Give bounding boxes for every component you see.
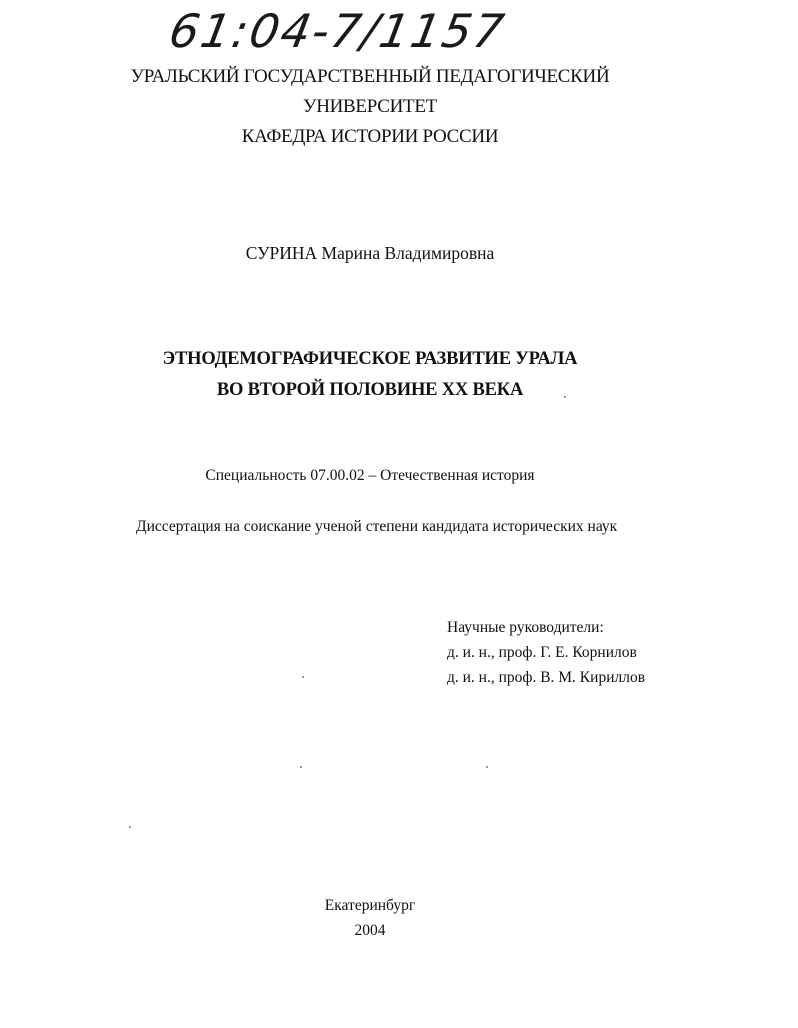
year: 2004 [354, 922, 386, 939]
institution-name: УРАЛЬСКИЙ ГОСУДАРСТВЕННЫЙ ПЕДАГОГИЧЕСКИЙ [130, 66, 610, 87]
handwritten-archive-number [165, 4, 560, 70]
dissertation-title-line-2: ВО ВТОРОЙ ПОЛОВИНЕ XX ВЕКА [216, 380, 524, 400]
city: Екатеринбург [324, 897, 416, 914]
archive-number-text: 61:04-7/1157 [165, 4, 510, 58]
supervisors-heading: Научные руководители: [447, 619, 604, 636]
scan-speck [564, 396, 566, 398]
dissertation-title-line-1: ЭТНОДЕМОГРАФИЧЕСКОЕ РАЗВИТИЕ УРАЛА [162, 349, 578, 369]
institution-name-continued: УНИВЕРСИТЕТ [303, 96, 437, 117]
scan-speck [486, 766, 488, 768]
scan-speck [300, 766, 302, 768]
supervisor-1: д. и. н., проф. Г. Е. Корнилов [447, 644, 637, 661]
specialty: Специальность 07.00.02 – Отечественная история [205, 467, 535, 484]
scan-speck [129, 826, 131, 828]
supervisor-2: д. и. н., проф. В. М. Кириллов [447, 669, 646, 686]
degree-statement: Диссертация на соискание ученой степени кандидата исторических наук [136, 518, 618, 535]
department-name: КАФЕДРА ИСТОРИИ РОССИИ [241, 126, 499, 147]
scan-speck [302, 676, 304, 678]
author-name: СУРИНА Марина Владимировна [245, 243, 495, 263]
